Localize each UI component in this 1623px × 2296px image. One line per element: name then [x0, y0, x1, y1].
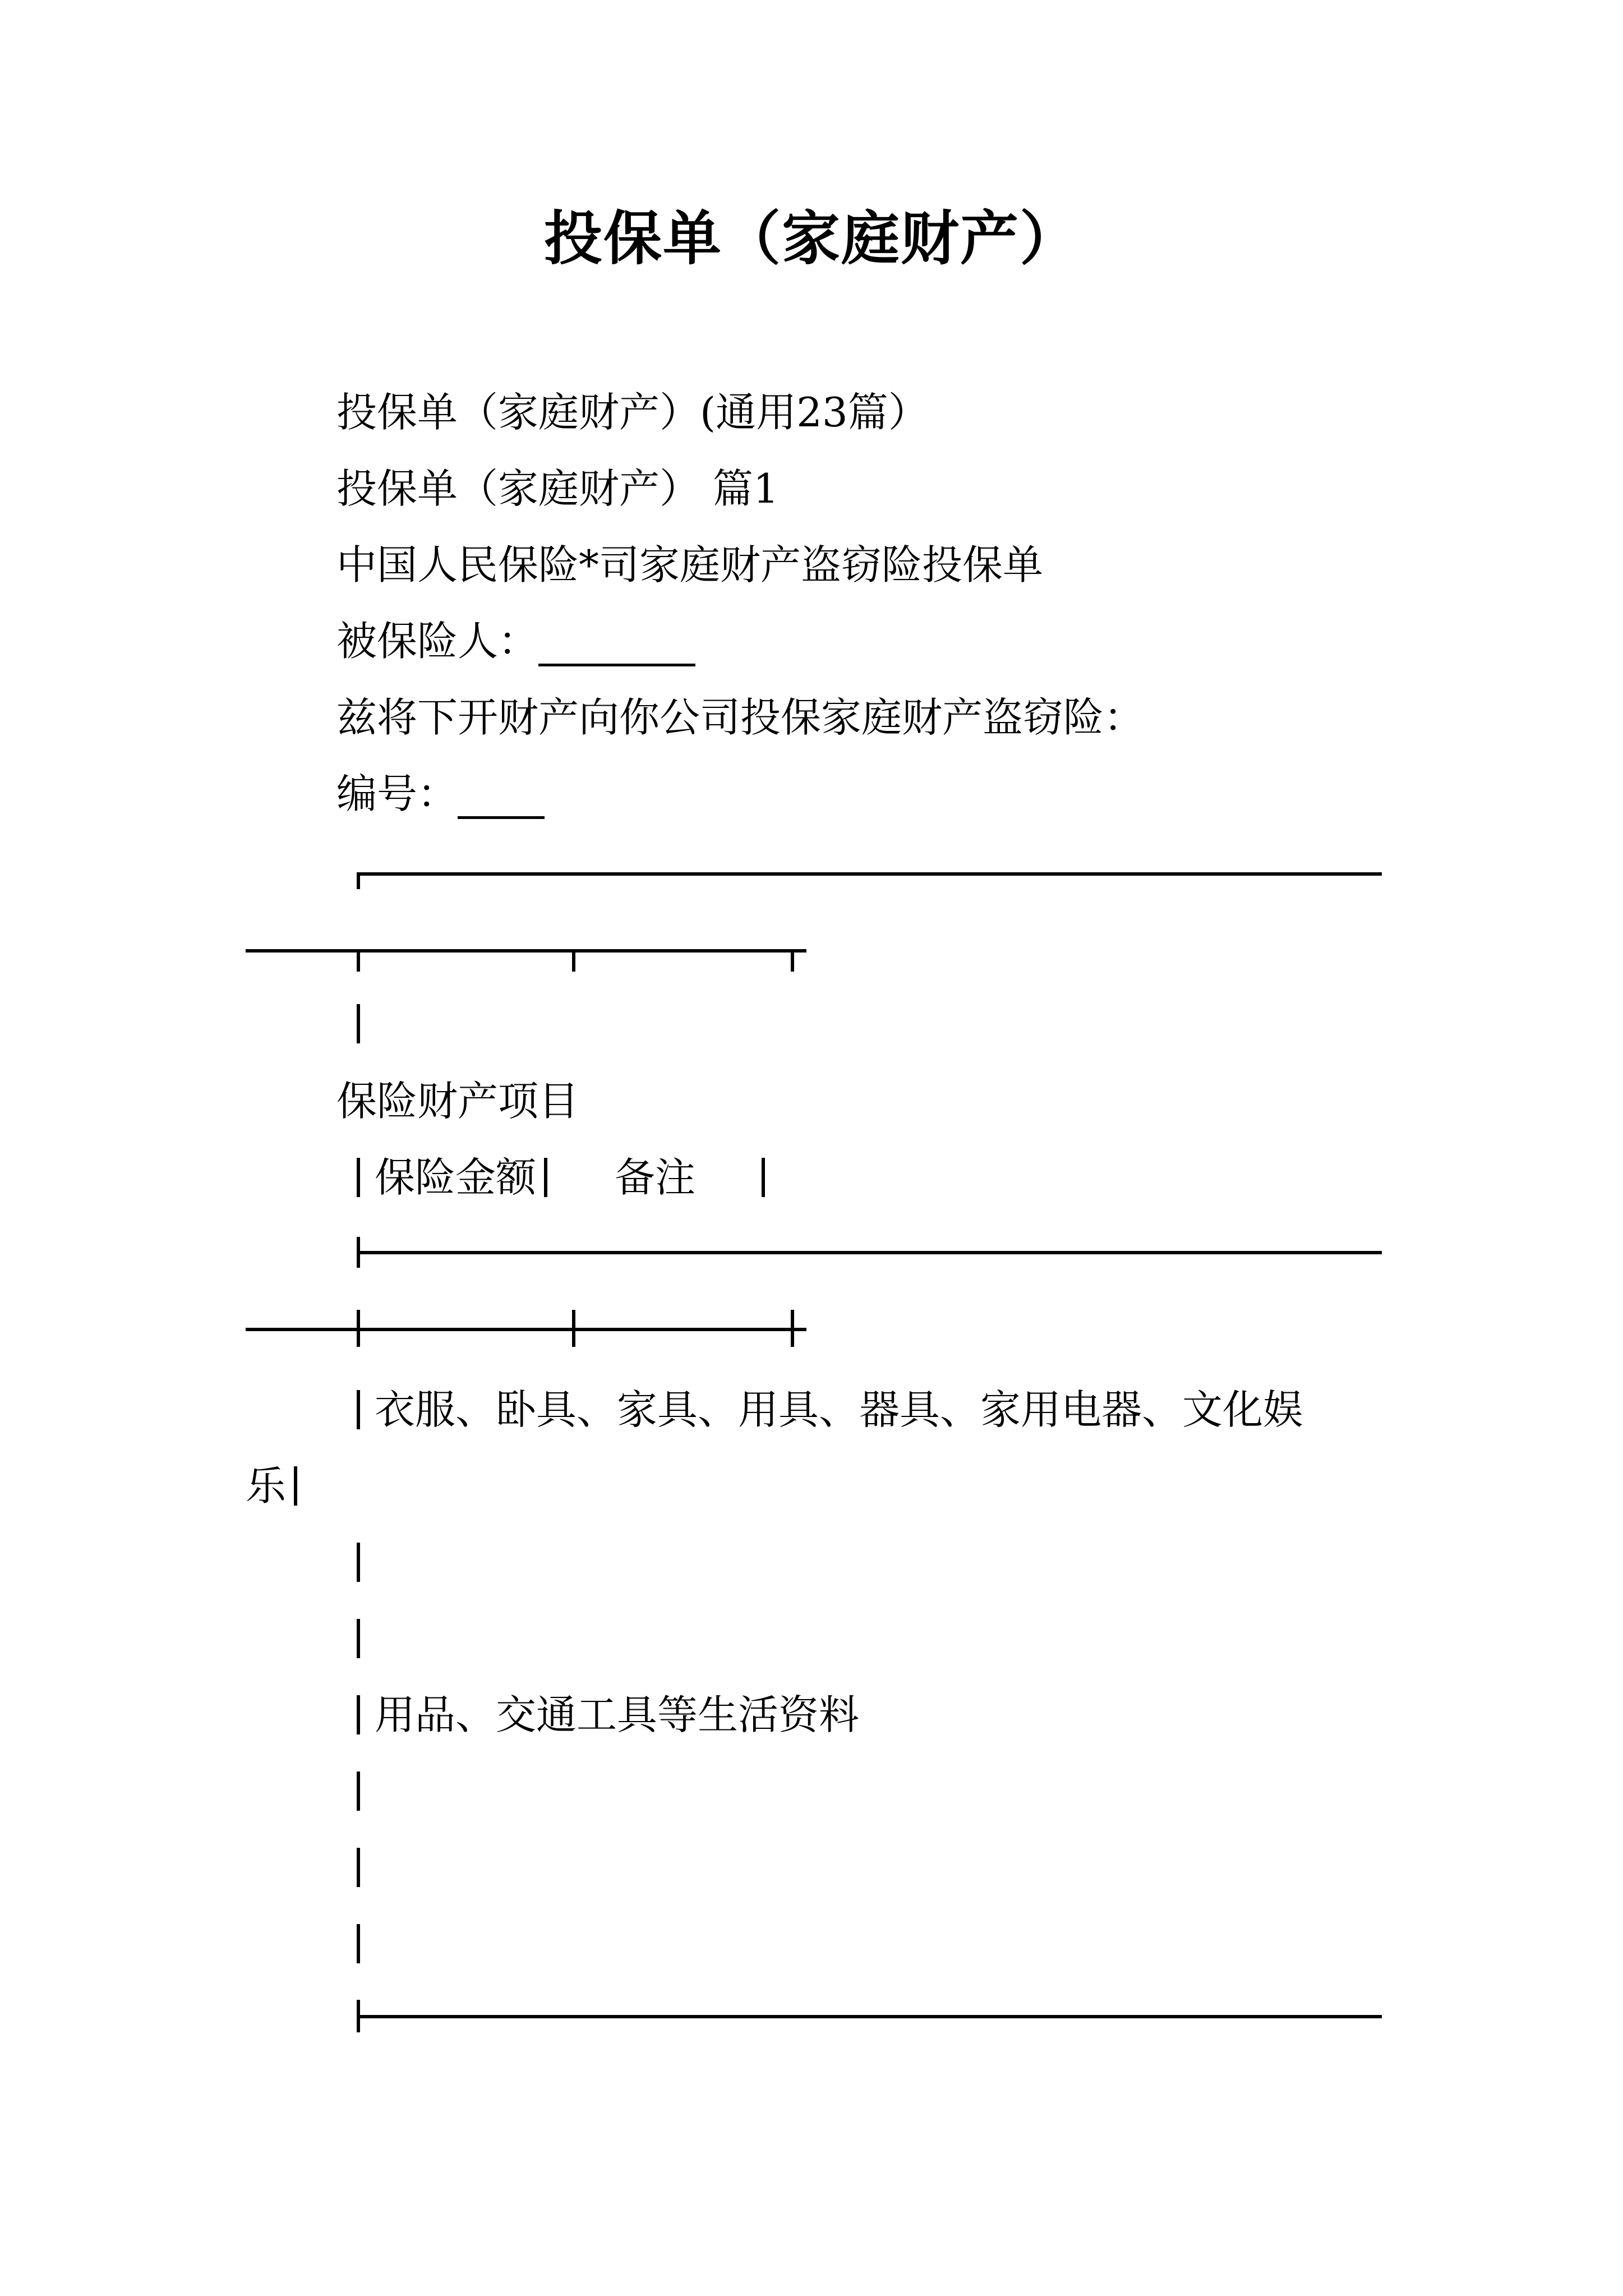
insured-blank[interactable] — [538, 624, 695, 666]
table-header-row — [336, 1152, 765, 1203]
statement-line: 兹将下开财产向你公司投保家庭财产盗窃险： — [336, 694, 1145, 741]
table-row1-text-part2: 乐 — [246, 1462, 287, 1510]
table-col2-header: 保险金额 — [375, 1154, 537, 1201]
section-heading: 投保单（家庭财产） 篇1 — [336, 465, 779, 512]
table-bar — [357, 1772, 360, 1811]
number-row — [336, 769, 545, 819]
table-row1-line2 — [246, 1461, 297, 1511]
table-bar — [357, 1543, 360, 1582]
table-bar — [357, 1619, 360, 1658]
table-row1-text-part1: 衣服、卧具、家具、用具、器具、家用电器、文化娱 — [375, 1386, 1304, 1433]
table-bar — [357, 1924, 360, 1963]
table-bar — [357, 1848, 360, 1887]
table-col3-header: 备注 — [615, 1154, 696, 1201]
insured-row — [336, 616, 695, 666]
insured-label: 被保险人： — [336, 618, 539, 665]
number-blank[interactable] — [458, 777, 545, 819]
company-line: 中国人民保险*司家庭财产盗窃险投保单 — [336, 541, 1044, 588]
number-label: 编号： — [336, 770, 458, 817]
table-row1-text-part3: 用品、交通工具等生活资料 — [375, 1691, 860, 1738]
document-subtitle: 投保单（家庭财产）(通用23篇） — [336, 389, 929, 436]
document-title: 投保单（家庭财产） — [543, 204, 1079, 273]
table-col1-header: 保险财产项目 — [336, 1078, 579, 1125]
table-row1-line1 — [336, 1384, 1303, 1435]
table-row1-line3 — [336, 1690, 859, 1740]
